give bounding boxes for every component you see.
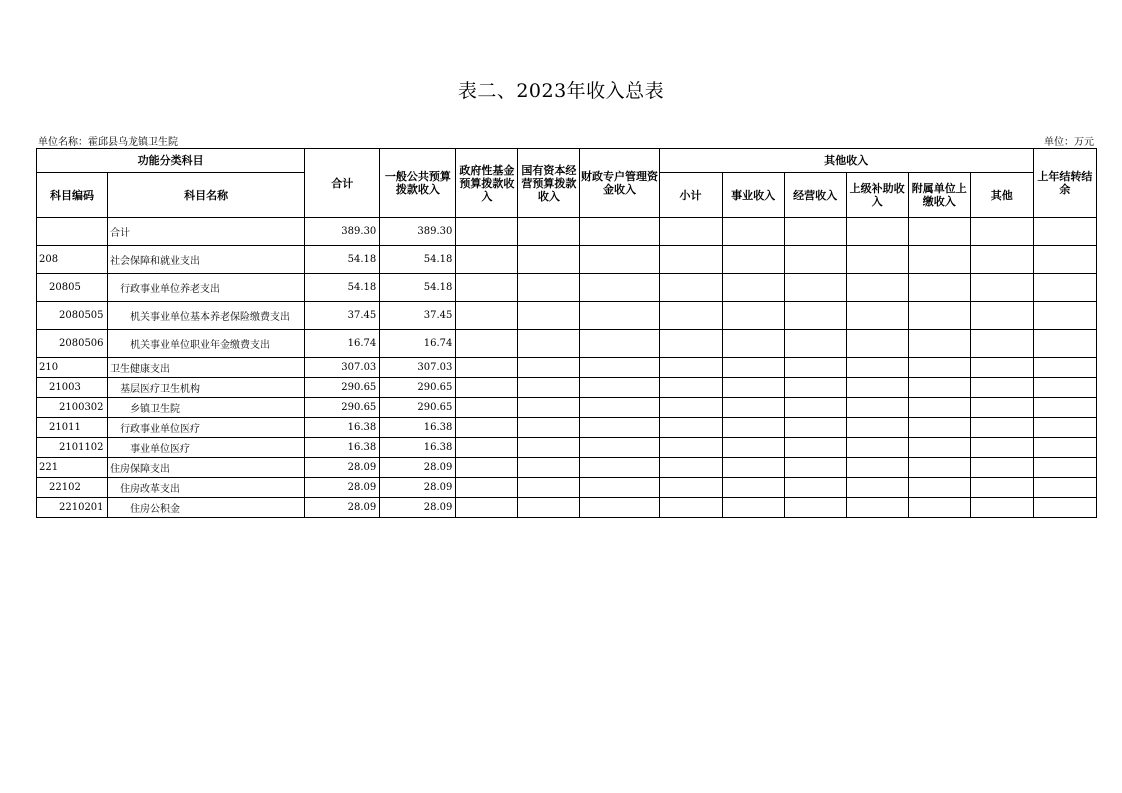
table-row [37, 274, 1097, 302]
header-total: 合计 [305, 149, 380, 218]
table-row [37, 438, 1097, 458]
table-row [37, 458, 1097, 478]
row-general: 28.09 [380, 478, 456, 498]
row-general: 28.09 [380, 498, 456, 518]
row-total: 54.18 [305, 274, 380, 302]
row-name: 行政事业单位养老支出 [108, 274, 305, 302]
row-name: 机关事业单位基本养老保险缴费支出 [108, 302, 305, 330]
table-row [37, 358, 1097, 378]
header-superior-subsidy: 上级补助收入 [846, 173, 908, 218]
row-total: 28.09 [305, 498, 380, 518]
header-others: 其他 [970, 173, 1033, 218]
row-general: 28.09 [380, 458, 456, 478]
row-name: 事业单位医疗 [108, 438, 305, 458]
table-row [37, 302, 1097, 330]
row-total: 16.38 [305, 418, 380, 438]
table-row [37, 498, 1097, 518]
row-code: 210 [37, 358, 108, 378]
header-gov-fund: 政府性基金预算拨款收入 [456, 149, 518, 218]
header-carryover: 上年结转结余 [1033, 149, 1096, 218]
table-row [37, 418, 1097, 438]
row-name: 合计 [108, 218, 305, 246]
table-row [37, 398, 1097, 418]
header-fiscal-special: 财政专户管理资金收入 [580, 149, 659, 218]
row-code: 2101102 [37, 438, 108, 458]
row-code: 2080505 [37, 302, 108, 330]
row-general: 290.65 [380, 398, 456, 418]
row-total: 16.38 [305, 438, 380, 458]
row-name: 机关事业单位职业年金缴费支出 [108, 330, 305, 358]
row-total: 290.65 [305, 378, 380, 398]
row-code: 21003 [37, 378, 108, 398]
header-subtotal: 小计 [659, 173, 722, 218]
row-code: 2080506 [37, 330, 108, 358]
unit-label: 单位：万元 [1044, 137, 1094, 148]
row-code: 2100302 [37, 398, 108, 418]
row-code [37, 218, 108, 246]
row-general: 389.30 [380, 218, 456, 246]
row-name: 住房改革支出 [108, 478, 305, 498]
row-code: 221 [37, 458, 108, 478]
row-general: 16.38 [380, 418, 456, 438]
header-operating: 经营收入 [784, 173, 846, 218]
header-other-income: 其他收入 [659, 149, 1033, 173]
income-summary-table [36, 148, 1097, 518]
row-total: 389.30 [305, 218, 380, 246]
row-name: 社会保障和就业支出 [108, 246, 305, 274]
header-func-class: 功能分类科目 [37, 149, 305, 173]
table-row [37, 330, 1097, 358]
row-code: 21011 [37, 418, 108, 438]
header-business: 事业收入 [722, 173, 784, 218]
row-code: 208 [37, 246, 108, 274]
header-code: 科目编码 [37, 173, 108, 218]
table-row [37, 378, 1097, 398]
unit-name-label: 单位名称：霍邱县乌龙镇卫生院 [38, 137, 178, 148]
row-name: 卫生健康支出 [108, 358, 305, 378]
table-row [37, 218, 1097, 246]
row-total: 28.09 [305, 478, 380, 498]
header-state-capital: 国有资本经营预算拨款收入 [518, 149, 580, 218]
row-general: 16.38 [380, 438, 456, 458]
row-general: 307.03 [380, 358, 456, 378]
row-name: 住房保障支出 [108, 458, 305, 478]
row-total: 54.18 [305, 246, 380, 274]
row-name: 住房公积金 [108, 498, 305, 518]
row-general: 54.18 [380, 274, 456, 302]
row-general: 16.74 [380, 330, 456, 358]
row-total: 16.74 [305, 330, 380, 358]
header-general-budget: 一般公共预算拨款收入 [380, 149, 456, 218]
page-title: 表二、2023年收入总表 [457, 80, 665, 102]
row-total: 28.09 [305, 458, 380, 478]
row-general: 54.18 [380, 246, 456, 274]
row-total: 37.45 [305, 302, 380, 330]
row-name: 基层医疗卫生机构 [108, 378, 305, 398]
row-code: 2210201 [37, 498, 108, 518]
row-code: 22102 [37, 478, 108, 498]
row-total: 290.65 [305, 398, 380, 418]
header-name: 科目名称 [108, 173, 305, 218]
row-general: 290.65 [380, 378, 456, 398]
table-row [37, 246, 1097, 274]
header-affiliated: 附属单位上缴收入 [908, 173, 970, 218]
row-code: 20805 [37, 274, 108, 302]
row-name: 行政事业单位医疗 [108, 418, 305, 438]
row-name: 乡镇卫生院 [108, 398, 305, 418]
row-total: 307.03 [305, 358, 380, 378]
row-general: 37.45 [380, 302, 456, 330]
table-row [37, 478, 1097, 498]
